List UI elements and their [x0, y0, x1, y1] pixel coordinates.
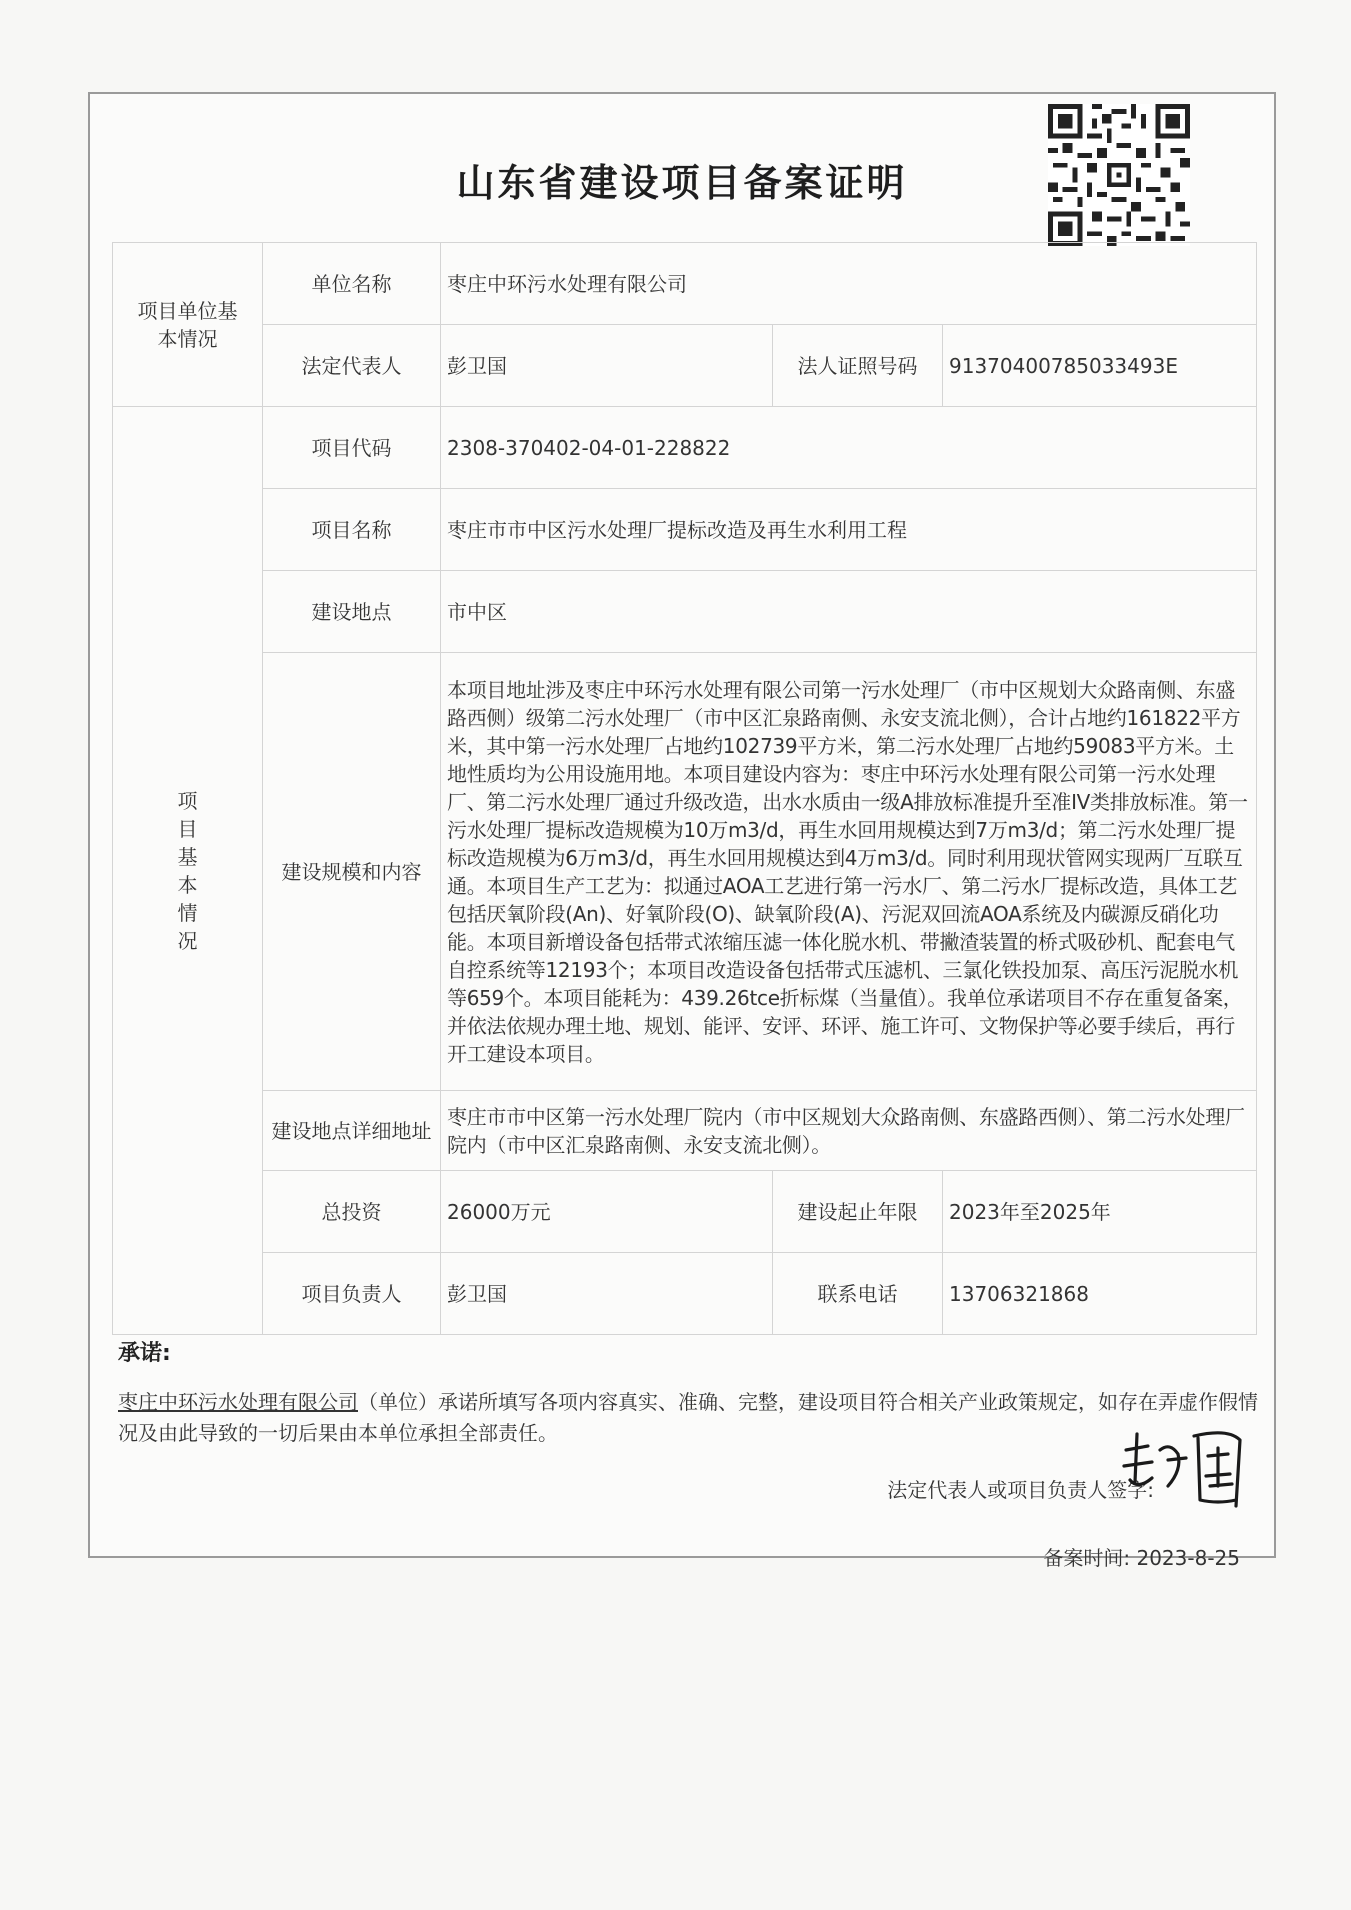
certificate-document — [88, 92, 1276, 1570]
pledge-text — [118, 1387, 1258, 1449]
project-name-value: 枣庄市市中区污水处理厂提标改造及再生水利用工程 — [441, 489, 1257, 571]
project-name-label: 项目名称 — [263, 489, 441, 571]
period-label: 建设起止年限 — [773, 1171, 943, 1253]
manager-value: 彭卫国 — [441, 1253, 773, 1335]
legal-rep-value: 彭卫国 — [441, 325, 773, 407]
filing-date-label: 备案时间: — [1043, 1546, 1131, 1570]
qr-code — [1048, 104, 1190, 246]
section-project-basic — [113, 407, 263, 1335]
phone-label: 联系电话 — [773, 1253, 943, 1335]
license-value: 91370400785033493E — [943, 325, 1257, 407]
investment-label: 总投资 — [263, 1171, 441, 1253]
scale-content: 本项目地址涉及枣庄中环污水处理有限公司第一污水处理厂（市中区规划大众路南侧、东盛路西侧）级第二污水处理厂（市中区汇泉路南侧、永安支流北侧），合计占地约161822平方米，其中第一污水处理厂占地约102739平方米，第二污水处理厂占地约59083平方米。土地性质均为公用设施用地。本项目建设内容为：枣庄中环污水处理有限公司第一污水处理厂、第二污水处理厂通过升级改造，出水水质由一级A排放标准提升至准IV类排放标准。第一污水处理厂提标改造规模为10万m3/d，再生水回用规模达到7万m3/d；第二污水处理厂提标改造规模为6万m3/d，再生水回用规模达到4万m3/d。同时利用现状管网实现两厂互联互通。本项目生产工艺为：拟通过AOA工艺进行第一污水厂、第二污水厂提标改造，具体工艺包括厌氧阶段(An)、好氧阶段(O)、缺氧阶段(A)、污泥双回流AOA系统及内碳源反硝化功能。本项目新增设备包括带式浓缩压滤一体化脱水机、带撇渣装置的桥式吸砂机、配套电气自控系统等12193个；本项目改造设备包括带式压滤机、三氯化铁投加泵、高压污泥脱水机等659个。本项目能耗为：439.26tce折标煤（当量值）。我单位承诺项目不存在重复备案，并依法依规办理土地、规划、能评、安评、环评、施工许可、文物保护等必要手续后，再行开工建设本项目。 — [441, 653, 1257, 1091]
unit-name-value: 枣庄中环污水处理有限公司 — [441, 243, 1257, 325]
pledge-heading: 承诺: — [118, 1341, 171, 1366]
address-label: 建设地点详细地址 — [263, 1091, 441, 1171]
manager-label: 项目负责人 — [263, 1253, 441, 1335]
document-title: 山东省建设项目备案证明 — [456, 161, 908, 205]
location-label: 建设地点 — [263, 571, 441, 653]
location-value: 市中区 — [441, 571, 1257, 653]
legal-rep-label: 法定代表人 — [263, 325, 441, 407]
license-label: 法人证照号码 — [773, 325, 943, 407]
period-value: 2023年至2025年 — [943, 1171, 1257, 1253]
project-code-label: 项目代码 — [263, 407, 441, 489]
pledge-statement: （单位）承诺所填写各项内容真实、准确、完整，建设项目符合相关产业政策规定，如存在弄虚作假情况及由此导致的一切后果由本单位承担全部责任。 — [118, 1390, 1258, 1445]
investment-value: 26000万元 — [441, 1171, 773, 1253]
section-unit-basic: 项目单位基本情况 — [113, 243, 263, 407]
project-code-value: 2308-370402-04-01-228822 — [441, 407, 1257, 489]
signature-label: 法定代表人或项目负责人签字: — [887, 1478, 1154, 1502]
scale-label: 建设规模和内容 — [263, 653, 441, 1091]
info-table — [112, 242, 1257, 1335]
address-value: 枣庄市市中区第一污水处理厂院内（市中区规划大众路南侧、东盛路西侧）、第二污水处理厂院内（市中区汇泉路南侧、永安支流北侧）。 — [441, 1091, 1257, 1171]
pledge-unit-name: 枣庄中环污水处理有限公司 — [118, 1390, 358, 1414]
unit-name-label: 单位名称 — [263, 243, 441, 325]
phone-value: 13706321868 — [943, 1253, 1257, 1335]
filing-date — [1043, 1542, 1240, 1571]
section-project-basic-text: 项目基本情况 — [177, 788, 198, 953]
handwritten-signature — [1108, 1420, 1258, 1520]
filing-date-value: 2023-8-25 — [1136, 1546, 1240, 1570]
